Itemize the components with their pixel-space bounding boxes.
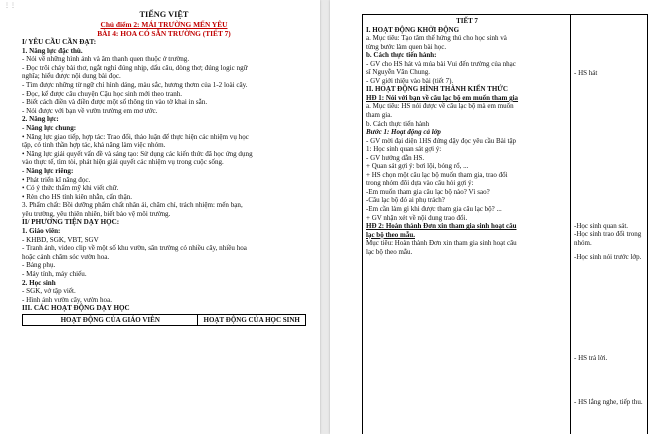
- teacher-step: - GV mời đại diện 1HS đứng dậy đọc yêu cầu Bài tập: [366, 136, 517, 145]
- objective-text: Mục tiêu: Hoàn thành Đơn xin tham gia sinh hoạt câu: [366, 239, 517, 248]
- competency-item: • Có ý thức thẩm mỹ khi viết chữ.: [22, 184, 306, 193]
- competency-item-cont: tập, có tinh thần hợp tác, khả năng làm việc nhóm.: [22, 141, 166, 150]
- objective-item: - Đọc, kể được câu chuyện Cậu học sinh mới theo tranh.: [22, 90, 306, 99]
- objective-item: - Nói được với bạn về vườn trường em mơ ước.: [22, 107, 306, 116]
- objective-item-cont: nghĩa; hiểu được nội dung bài đọc.: [22, 72, 121, 81]
- margin-marks: ⋮⋮: [4, 3, 16, 9]
- step-heading: Bước 1: Hoạt động cả lớp: [366, 128, 441, 137]
- teacher-step-cont: sĩ Nguyễn Văn Chung.: [366, 68, 431, 77]
- material-item: - KHBD, SGK, VBT, SGV: [22, 236, 306, 245]
- column-divider: [570, 15, 571, 434]
- objective-item: - Biết cách điền và điền được một số thông tin vào tờ khai in sẵn.: [22, 98, 306, 107]
- subsection-heading: 1. Giáo viên:: [22, 227, 61, 236]
- lesson-plan-left: [22, 10, 306, 326]
- activity-heading-cont: lạc bộ theo mẫu.: [366, 230, 415, 239]
- student-response: - HS trả lời.: [574, 354, 608, 362]
- subject-title: TIẾNG VIỆT: [139, 10, 189, 19]
- teacher-step-cont: 1: Học sinh quan sát gợi ý:: [366, 145, 442, 154]
- student-response-cont: nhóm.: [574, 239, 592, 247]
- objective-text: a. Mục tiêu: Tạo tâm thế hứng thú cho học sinh và: [366, 34, 507, 43]
- material-item: - Hình ảnh vườn cây, vườn hoa.: [22, 296, 306, 305]
- objective-text-cont: từng bước làm quen bài học.: [366, 42, 447, 51]
- competency-item: • Rèn cho HS tính kiên nhẫn, cẩn thận.: [22, 193, 306, 202]
- activity-table: [22, 314, 306, 326]
- objective-text-cont: tham gia.: [366, 111, 393, 120]
- material-item-cont: hoặc cảnh chăm sóc vườn hoa.: [22, 252, 110, 261]
- material-item: - Bảng phụ.: [22, 261, 306, 270]
- teacher-column: [366, 17, 568, 256]
- objective-item: - Nói về những hình ảnh và âm thanh quen thuộc ở trường.: [22, 55, 306, 64]
- teacher-step: + Quan sát gợi ý: bơi lội, bóng rổ, ...: [366, 162, 469, 171]
- section-heading: II/ PHƯƠNG TIỆN DẠY HỌC:: [22, 218, 120, 227]
- period-title: TIẾT 7: [456, 17, 478, 25]
- teacher-step-cont: trong nhóm đôi dựa vào câu hỏi gợi ý:: [366, 179, 474, 188]
- competency-item: • Năng lực giao tiếp, hợp tác: Trao đổi, thảo luận để thực hiện các nhiệm vụ học: [22, 133, 306, 142]
- material-item: - SGK, vở tập viết.: [22, 287, 306, 296]
- document-page-right: [330, 0, 650, 434]
- document-page-left: [0, 0, 320, 434]
- teacher-step: + HS chọn một câu lạc bộ muốn tham gia, trao đổi: [366, 170, 508, 179]
- material-item: - Tranh ảnh, video clip về một số khu vườn, sân trường có nhiều cây, nhiều hoa: [22, 244, 306, 253]
- student-response: -Học sinh trao đổi trong: [574, 230, 642, 238]
- teacher-step: - GV giới thiệu vào bài (tiết 7).: [366, 76, 454, 85]
- student-response: -Học sinh quan sát.: [574, 222, 629, 230]
- student-response: - HS lắng nghe, tiếp thu.: [574, 398, 643, 406]
- activity-heading: HĐ 2: Hoàn thành Đơn xin tham gia sinh hoạt câu: [366, 222, 517, 231]
- subsection-heading: - Năng lực riêng:: [22, 166, 74, 175]
- activity-table: [362, 14, 648, 434]
- section-heading: II. HOẠT ĐỘNG HÌNH THÀNH KIẾN THỨC: [366, 85, 508, 94]
- guiding-question: -Em cần làm gì khi được tham gia câu lạc bộ? ...: [366, 205, 502, 214]
- subsection-heading: - Năng lực chung:: [22, 123, 77, 132]
- teacher-step: + GV nhận xét về nội dung trao đổi.: [366, 213, 468, 222]
- objective-item: - Đọc trôi chảy bài thơ, ngắt nghỉ đúng nhịp, dấu câu, dòng thơ; đúng logic ngữ: [22, 64, 306, 73]
- subsection-heading: 2. Học sinh: [22, 278, 56, 287]
- lesson-title: BÀI 4: HOA CÓ SẴN TRƯỜNG (TIẾT 7): [97, 29, 231, 38]
- section-heading: I/ YÊU CẦU CẦN ĐẠT:: [22, 38, 97, 46]
- student-column-header: HOẠT ĐỘNG CỦA HỌC SINH: [198, 315, 306, 326]
- material-item: - Máy tính, máy chiếu.: [22, 270, 306, 279]
- teacher-step: - GV cho HS hát và múa bài Vui đến trường của nhạc: [366, 59, 516, 68]
- competency-item-cont: vào thực tế, tìm tòi, phát hiện giải quyết các nhiệm vụ trong cuộc sống.: [22, 158, 224, 167]
- competency-item: • Năng lực giải quyết vấn đề và sáng tạo: Sử dụng các kiến thức đã học ứng dụng: [22, 150, 306, 159]
- method-heading: b. Cách thực tiến hành:: [366, 51, 437, 60]
- method-heading: b. Cách thực tiến hành: [366, 119, 430, 128]
- guiding-question: -Em muốn tham gia câu lạc bộ nào? Vì sao?: [366, 187, 490, 196]
- quality-text: 3. Phẩm chất: Bồi dưỡng phẩm chất nhân ái, chăm chỉ, trách nhiệm: mến bạn,: [22, 201, 243, 210]
- section-heading: III. CÁC HOẠT ĐỘNG DẠY HỌC: [22, 304, 130, 313]
- theme-title: Chủ điểm 2: MÁI TRƯỜNG MẾN YÊU: [100, 20, 228, 29]
- objective-text: a. Mục tiêu: HS nói được về câu lạc bộ mà em muốn: [366, 102, 514, 111]
- student-response: - HS hát: [574, 69, 598, 77]
- subsection-heading: 2. Năng lực:: [22, 115, 59, 124]
- section-heading: I. HOẠT ĐỘNG KHỞI ĐỘNG: [366, 25, 460, 34]
- teacher-column-header: HOẠT ĐỘNG CỦA GIÁO VIÊN: [23, 315, 198, 326]
- student-response: -Học sinh nói trước lớp.: [574, 253, 642, 261]
- objective-text-cont: lạc bộ theo mẫu.: [366, 247, 413, 256]
- teacher-step: - GV hướng dẫn HS.: [366, 153, 425, 162]
- guiding-question: -Câu lạc bộ đó ai phụ trách?: [366, 196, 445, 205]
- subsection-heading: 1. Năng lực đặc thù.: [22, 46, 83, 55]
- activity-heading: HĐ 1: Nói với bạn về câu lạc bộ em muốn tham gia: [366, 93, 519, 102]
- quality-text-cont: yêu trường, yêu thiên nhiên, biết bảo vệ môi trường.: [22, 209, 171, 218]
- objective-item: - Tìm được những từ ngữ chỉ hình dáng, màu sắc, hương thơm của 1-2 loài cây.: [22, 81, 306, 90]
- competency-item: • Phát triển kĩ năng đọc.: [22, 176, 306, 185]
